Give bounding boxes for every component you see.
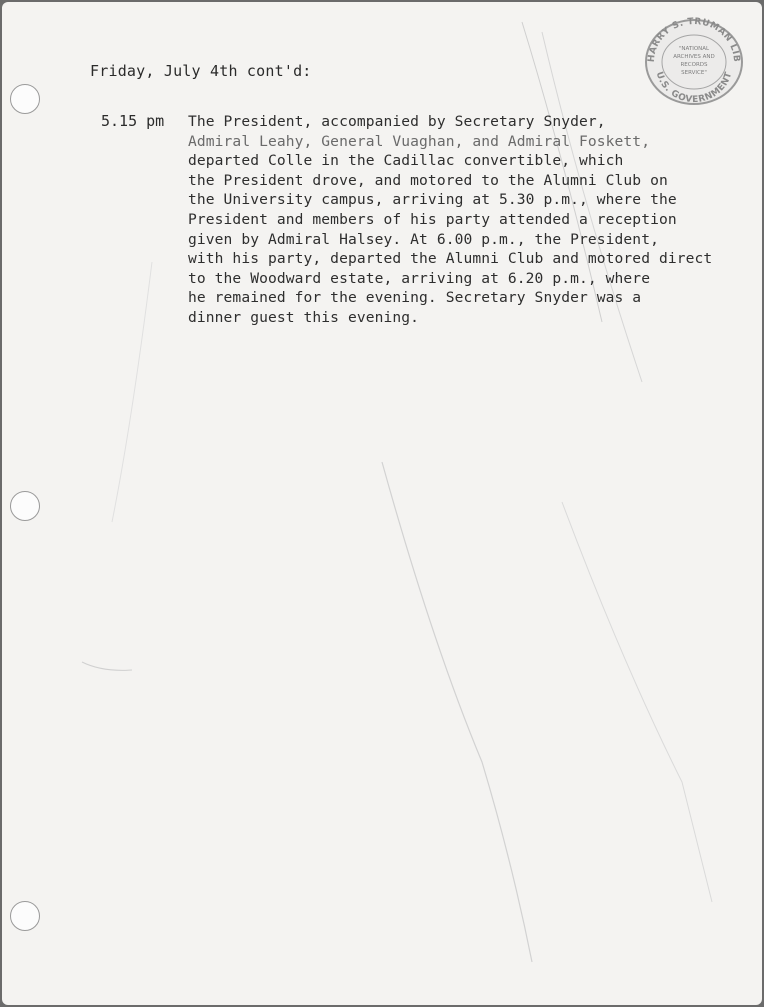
svg-text:"NATIONAL: "NATIONAL <box>678 46 710 52</box>
svg-text:HARRY S. TRUMAN LIB: HARRY S. TRUMAN LIB <box>646 16 742 63</box>
date-header: Friday, July 4th cont'd: <box>90 62 312 80</box>
svg-text:SERVICE": SERVICE" <box>681 70 707 76</box>
entry-line: The President, accompanied by Secretary Snyder, <box>188 113 606 130</box>
entry-time: 5.15 pm <box>101 112 165 130</box>
binder-hole-middle <box>10 491 40 521</box>
svg-text:RECORDS: RECORDS <box>680 62 708 68</box>
entry-line: given by Admiral Halsey. At 6.00 p.m., the President, <box>188 230 659 248</box>
binder-hole-top <box>10 84 40 114</box>
entry-line: Admiral Leahy, General Vuaghan, and Admiral Foskett, <box>188 132 651 150</box>
svg-text:ARCHIVES AND: ARCHIVES AND <box>673 54 715 60</box>
entry-text <box>188 112 712 328</box>
entry-line: he remained for the evening. Secretary Snyder was a <box>188 289 642 307</box>
entry-line: to the Woodward estate, arriving at 6.20 p.m., where <box>188 269 651 287</box>
entry-line: President and members of his party attended a reception <box>188 210 677 228</box>
entry-line: departed Colle in the Cadillac convertible, which <box>188 152 624 170</box>
entry-line: with his party, departed the Alumni Club and motored direct <box>188 250 713 268</box>
binder-hole-bottom <box>10 901 40 931</box>
entry-line: dinner guest this evening. <box>188 308 420 326</box>
archives-stamp <box>642 16 746 106</box>
svg-text:U.S. GOVERNMENT: U.S. GOVERNMENT <box>653 70 735 106</box>
entry-line: the University campus, arriving at 5.30 p.m., where the <box>188 191 677 209</box>
entry-line: the President drove, and motored to the Alumni Club on <box>188 171 668 189</box>
document-page <box>2 2 762 1005</box>
